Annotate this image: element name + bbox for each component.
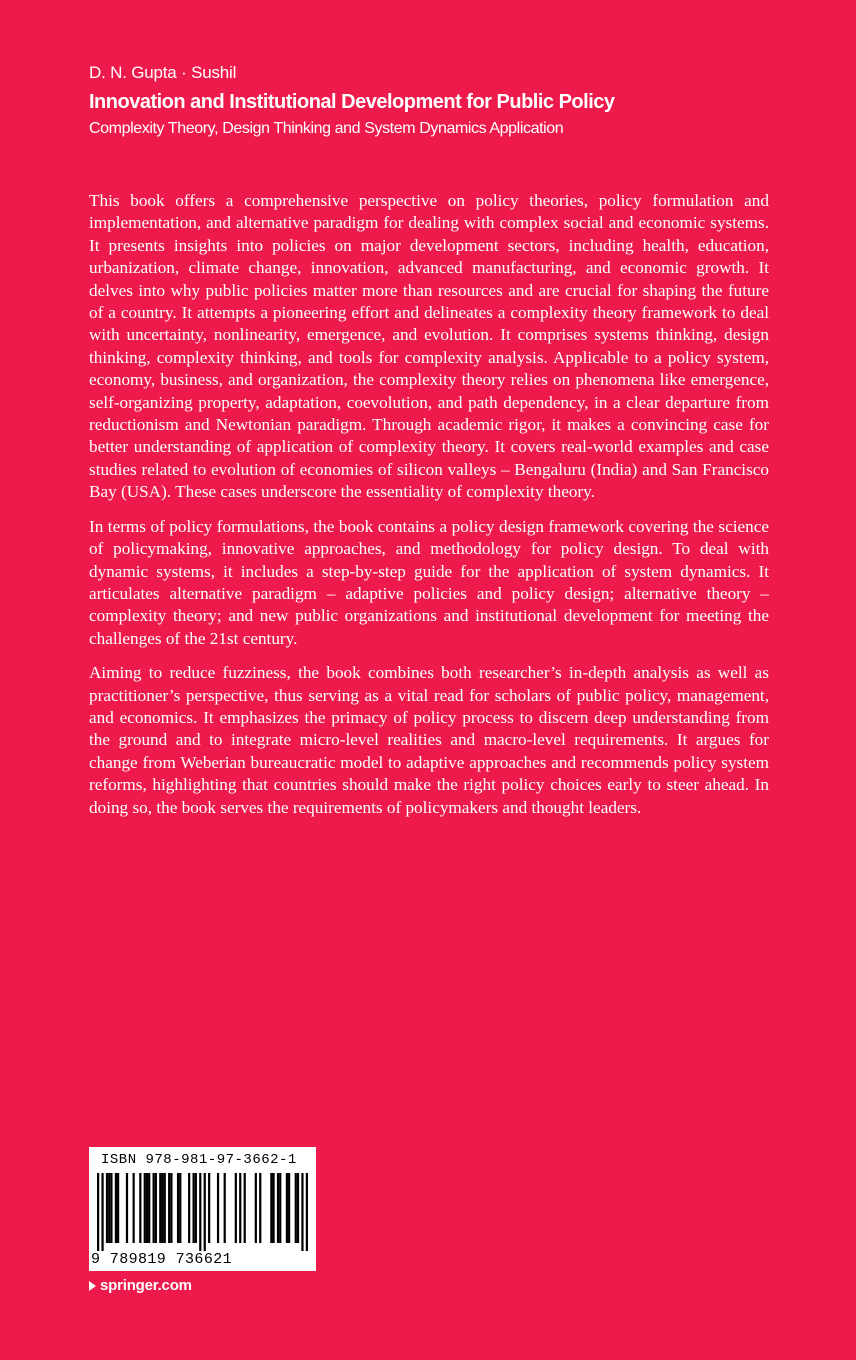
barcode-bar [108,1173,110,1243]
barcode-bar [159,1173,161,1243]
barcode-bar [297,1173,299,1243]
barcode-bar [164,1173,166,1243]
blurb-paragraph: This book offers a comprehensive perspective on policy theories, policy formulation and implementation, and alternative paradigm for dealing with complex social and economic systems. It presents insights into policies on major development sectors, including health, education, urbanization, climate change, innovation, advanced manufacturing, and economic growth. It delves into why public policies matter more than resources and are crucial for shaping the future of a country. It attempts a pioneering effort and delineates a complexity theory framework to deal with uncertainty, nonlinearity, emergence, and evolution. It comprises systems thinking, design thinking, complexity thinking, and tools for complexity analysis. Applicable to a policy system, economy, business, and organization, the complexity theory relies on phenomena like emergence, self-organizing property, adaptation, coevolution, and path dependency, in a clear departure from reductionism and Newtonian paradigm. Through academic rigor, it makes a convincing case for better understanding of application of complexity theory. It covers real-world examples and case studies related to evolution of economies of silicon valleys – Bengaluru (India) and San Francisco Bay (USA). These cases underscore the essentiality of complexity theory. [89,191,769,502]
barcode-bar [168,1173,170,1243]
barcode-bar [110,1173,112,1243]
barcode-bar [279,1173,281,1243]
barcode-bar [117,1173,119,1243]
barcode-bar [277,1173,279,1243]
book-blurb [89,190,769,831]
barcode-bar [235,1173,237,1243]
book-header [89,62,809,140]
barcode-bar [301,1173,303,1251]
barcode-bar [139,1173,141,1243]
barcode-bar [101,1173,103,1251]
publisher-link[interactable] [89,1277,192,1295]
isbn-label: ISBN 978-981-97-3662-1 [101,1152,297,1168]
blurb-paragraph: Aiming to reduce fuzziness, the book combines both researcher’s in-depth analysis as well as practitioner’s perspective, thus serving as a vital read for scholars of public policy, management, and economics. It emphasizes the primacy of policy process to discern deep understanding from the ground and to integrate micro-level realities and macro-level requirements. It argues for change from Weberian bureaucratic model to adaptive approaches and recommends policy system reforms, highlighting that countries should make the right policy choices early to steer ahead. In doing so, the book serves the requirements of policymakers and thought leaders. [89,663,769,817]
barcode-bar [153,1173,155,1243]
barcode-bar [144,1173,146,1243]
barcode-bar [286,1173,288,1243]
barcode-bar [106,1173,108,1243]
book-title: Innovation and Institutional Development for Public Policy [89,91,615,113]
barcode-bar [217,1173,219,1243]
barcode-bar [208,1173,210,1243]
barcode-bar [161,1173,163,1243]
barcode-bar [224,1173,226,1243]
barcode-bar [255,1173,257,1243]
barcode-bar [199,1173,201,1251]
barcode-bar [272,1173,274,1243]
barcode-bar [193,1173,195,1243]
barcode-bar [155,1173,157,1243]
barcode-bar [239,1173,241,1243]
barcode-bar [170,1173,172,1243]
barcode-bar [133,1173,135,1243]
barcode-bar [115,1173,117,1243]
barcode-bar [244,1173,246,1243]
arrow-right-icon [89,1281,96,1291]
barcode-digits: 9 789819 736621 [91,1251,233,1268]
barcode-bar [177,1173,179,1243]
barcode-bar [146,1173,148,1243]
book-authors: D. N. Gupta · Sushil [89,63,237,82]
barcode-bar [126,1173,128,1243]
barcode-bar [188,1173,190,1243]
barcode-bar [295,1173,297,1243]
barcode-bars [97,1173,308,1251]
barcode-bar [195,1173,197,1243]
publisher-url: springer.com [100,1277,192,1294]
barcode-bar [306,1173,308,1251]
blurb-paragraph: In terms of policy formulations, the book contains a policy design framework covering the science of policymaking, innovative approaches, and methodology for policy design. To deal with dynamic systems, it includes a step-by-step guide for the application of system dynamics. It articulates alternative paradigm – adaptive policies and policy design; alternative theory – complexity theory; and new public organizations and institutional development for meeting the challenges of the 21st century. [89,516,769,648]
barcode-bar [179,1173,181,1243]
barcode-bar [270,1173,272,1243]
barcode-bar [97,1173,99,1251]
isbn-barcode [89,1147,316,1271]
barcode-bar [204,1173,206,1251]
barcode-bar [288,1173,290,1243]
barcode-bar [259,1173,261,1243]
barcode-bar [148,1173,150,1243]
book-subtitle: Complexity Theory, Design Thinking and System Dynamics Application [89,120,564,137]
